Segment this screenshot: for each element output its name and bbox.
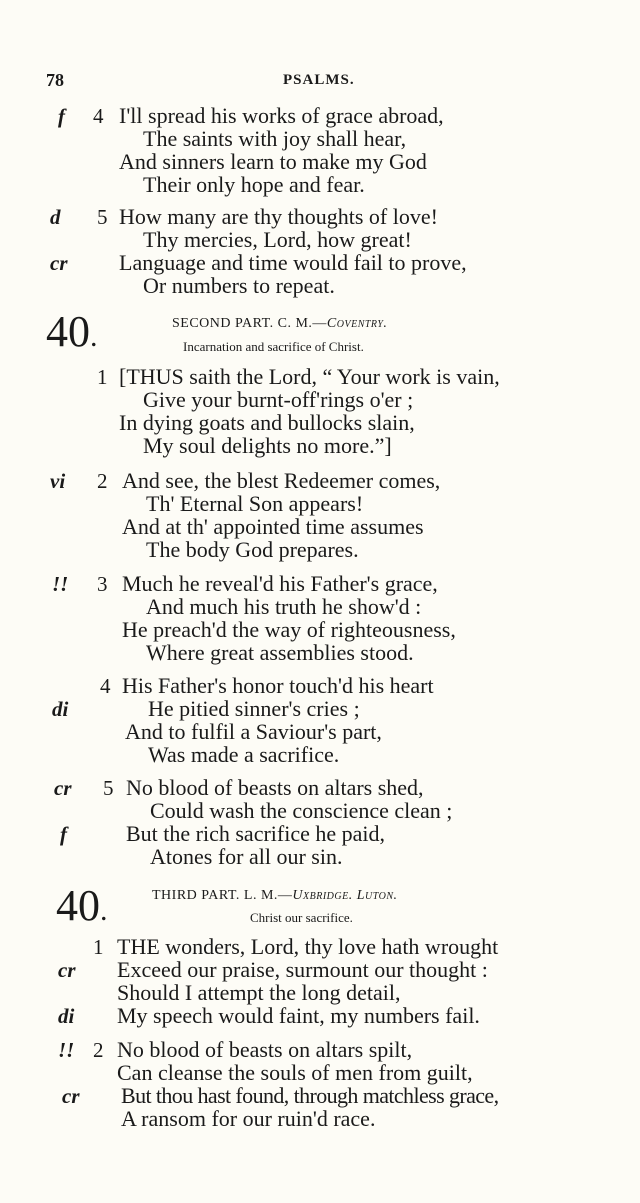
stanza-number: 4 [93, 104, 104, 128]
verse-line: Much he reveal'd his Father's grace, [122, 571, 438, 596]
dynamic-mark: cr [58, 958, 76, 982]
verse-line: And see, the blest Redeemer comes, [122, 468, 441, 493]
stanza-number: 3 [97, 572, 108, 596]
stanza-number: 5 [103, 776, 114, 800]
verse-line: Language and time would fail to prove, [119, 250, 467, 275]
verse-line: Th' Eternal Son appears! [146, 491, 364, 516]
dynamic-mark: di [52, 697, 69, 721]
dynamic-mark: f [60, 822, 67, 846]
verse-line: And to fulfil a Saviour's part, [125, 719, 382, 744]
dynamic-mark: cr [62, 1084, 80, 1108]
verse-line: Could wash the conscience clean ; [150, 798, 453, 823]
stanza-number: 2 [97, 469, 108, 493]
verse-line: And at th' appointed time assumes [122, 514, 424, 539]
verse-line: In dying goats and bullocks slain, [119, 410, 415, 435]
dynamic-mark: di [58, 1004, 75, 1028]
part-title: SECOND PART. C. M.—Coventry. [172, 316, 388, 331]
verse-line: No blood of beasts on altars spilt, [117, 1037, 413, 1062]
running-head: PSALMS. [283, 72, 355, 88]
verse-line: The saints with joy shall hear, [143, 126, 407, 151]
verse-line: His Father's honor touch'd his heart [122, 673, 434, 698]
verse-line: And much his truth he show'd : [146, 594, 422, 619]
dynamic-mark: cr [50, 251, 68, 275]
tune-name: Uxbridge. Luton. [292, 888, 398, 903]
verse-line: My soul delights no more.”] [143, 433, 392, 458]
tune-name: Coventry. [326, 316, 388, 331]
verse-line: Give your burnt-off'rings o'er ; [143, 387, 414, 412]
verse-line: No blood of beasts on altars shed, [126, 775, 424, 800]
verse-line: Or numbers to repeat. [143, 273, 335, 298]
stanza-number: 4 [100, 674, 111, 698]
verse-line: He pitied sinner's cries ; [148, 696, 360, 721]
verse-line: I'll spread his works of grace abroad, [119, 103, 444, 128]
dynamic-mark: cr [54, 776, 72, 800]
verse-line: THE wonders, Lord, thy love hath wrought [117, 934, 499, 959]
verse-line: [THUS saith the Lord, “ Your work is vain, [119, 364, 500, 389]
part-subtitle: Christ our sacrifice. [250, 910, 353, 925]
dynamic-mark: !! [58, 1038, 75, 1062]
verse-line: He preach'd the way of righteousness, [122, 617, 456, 642]
stanza-number: 5 [97, 205, 108, 229]
stanza-number: 2 [93, 1038, 104, 1062]
verse-line: Thy mercies, Lord, how great! [143, 227, 412, 252]
dynamic-mark: f [58, 104, 65, 128]
part-subtitle: Incarnation and sacrifice of Christ. [183, 339, 364, 354]
verse-line: Can cleanse the souls of men from guilt, [117, 1060, 473, 1085]
stanza-number: 1 [97, 365, 108, 389]
verse-line: How many are thy thoughts of love! [119, 204, 438, 229]
verse-line: Their only hope and fear. [143, 172, 365, 197]
dynamic-mark: d [50, 205, 61, 229]
psalm-number: 40. [56, 881, 108, 930]
verse-line: A ransom for our ruin'd race. [121, 1106, 376, 1131]
verse-line: Exceed our praise, surmount our thought : [117, 957, 488, 982]
verse-line: Should I attempt the long detail, [117, 980, 401, 1005]
psalm-number: 40. [46, 307, 98, 356]
verse-line: Where great assemblies stood. [146, 640, 414, 665]
verse-line: And sinners learn to make my God [119, 149, 427, 174]
verse-line: Was made a sacrifice. [148, 742, 340, 767]
verse-line: But the rich sacrifice he paid, [126, 821, 386, 846]
dynamic-mark: !! [52, 572, 69, 596]
verse-line: The body God prepares. [146, 537, 359, 562]
verse-line: My speech would faint, my numbers fail. [117, 1003, 480, 1028]
page-number: 78 [46, 70, 64, 90]
dynamic-mark: vi [50, 469, 66, 493]
part-title: THIRD PART. L. M.—Uxbridge. Luton. [152, 888, 398, 903]
verse-line: Atones for all our sin. [150, 844, 343, 869]
verse-line: But thou hast found, through matchless grace, [121, 1083, 499, 1108]
stanza-number: 1 [93, 935, 104, 959]
